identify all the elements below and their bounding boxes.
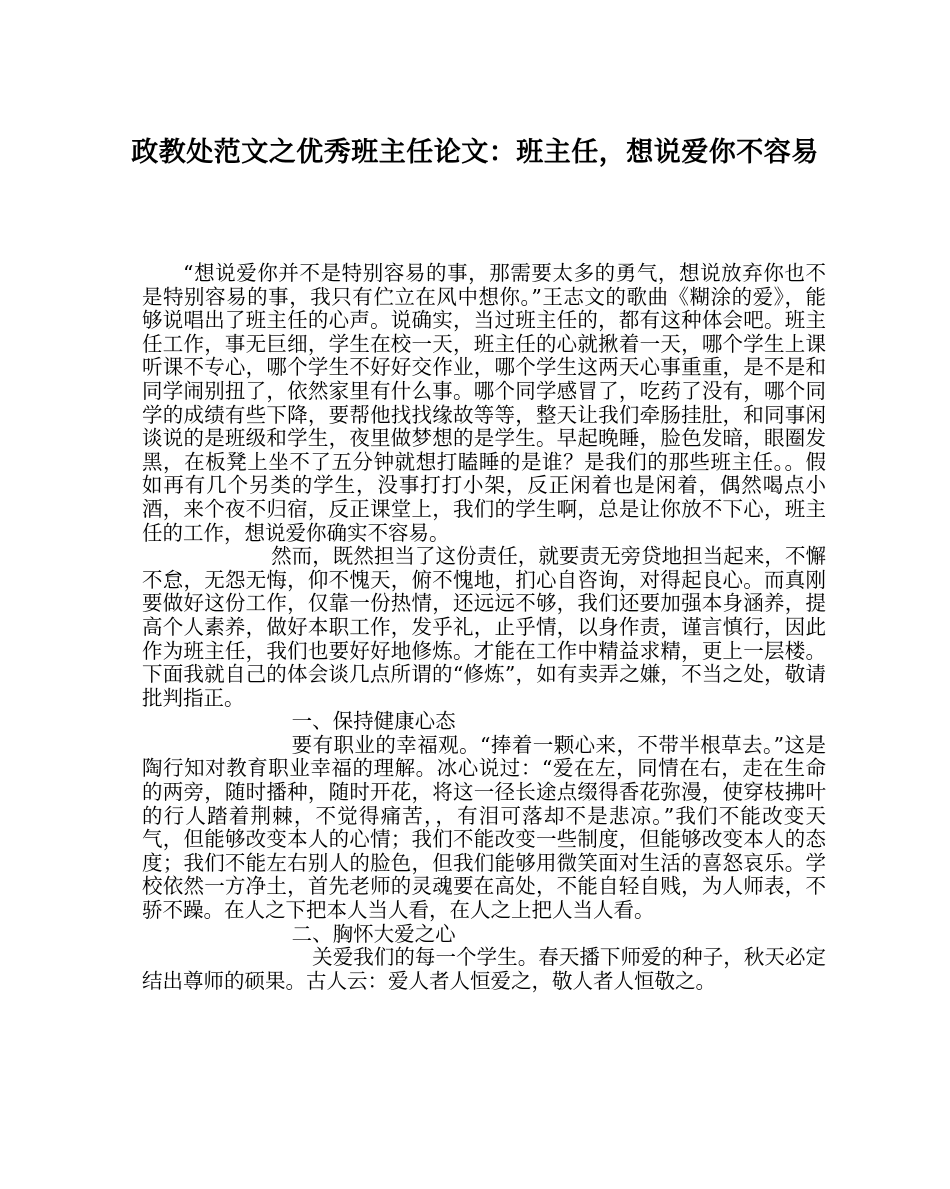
section-heading-great-love: 二、胸怀大爱之心 (291, 921, 456, 946)
section-heading-healthy-mindset: 一、保持健康心态 (291, 709, 456, 734)
paragraph-care-students: 关爱我们的每一个学生。春天播下师爱的种子，秋天必定结出尊师的硕果。古人云：爱人者人恒爱之，敬人者人恒敬之。 (142, 945, 826, 993)
paragraph-intro: “想说爱你并不是特别容易的事，那需要太多的勇气，想说放弃你也不是特别容易的事，我只有伫立在风中想你。”王志文的歌曲《糊涂的爱》，能够说唱出了班主任的心声。说确实，当过班主任的，都有这种体会吧。班主任工作，事无巨细，学生在校一天，班主任的心就揪着一天，哪个学生上课听课不专心，哪个学生不好好交作业，哪个学生这两天心事重重，是不是和同学闹别扭了，依然家里有什么事。哪个同学感冒了，吃药了没有，哪个同学的成绩有些下降，要帮他找找缘故等等，整天让我们牵肠挂肚，和同事闲谈说的是班级和学生，夜里做梦想的是学生。早起晚睡，脸色发暗，眼圈发黑，在板凳上坐不了五分钟就想打瞌睡的是谁？是我们的那些班主任。。假如再有几个另类的学生，没事打打小架，反正闲着也是闲着，偶然喝点小酒，来个夜不归宿，反正课堂上，我们的学生啊，总是让你放不下心，班主任的工作，想说爱你确实不容易。 (142, 261, 826, 545)
document-body (142, 262, 826, 993)
document-title: 政教处范文之优秀班主任论文：班主任，想说爱你不容易 (131, 137, 819, 168)
paragraph-responsibility: 然而，既然担当了这份责任，就要责无旁贷地担当起来，不懈不怠，无怨无悔，仰不愧天，俯不愧地，扪心自咨询，对得起良心。而真刚要做好这份工作，仅靠一份热情，还远远不够，我们还要加强本身涵养，提高个人素养，做好本职工作，发乎礼，止乎情，以身作责，谨言慎行，因此作为班主任，我们也要好好地修炼。才能在工作中精益求精，更上一层楼。下面我就自己的体会谈几点所谓的“修炼”，如有卖弄之嫌，不当之处，敬请批判指正。 (142, 544, 826, 710)
paragraph-happiness: 要有职业的幸福观。“捧着一颗心来，不带半根草去。”这是陶行知对教育职业幸福的理解。冰心说过：“爱在左，同情在右，走在生命的两旁，随时播种，随时开花，将这一径长途点缀得香花弥漫，使穿枝拂叶的行人踏着荆棘，不觉得痛苦，，有泪可落却不是悲凉。”我们不能改变天气，但能够改变本人的心情；我们不能改变一些制度，但能够改变本人的态度；我们不能左右别人的脸色，但我们能够用微笑面对生活的喜怒哀乐。学校依然一方净土，首先老师的灵魂要在高处，不能自轻自贱，为人师表，不骄不躁。在人之下把本人当人看，在人之上把人当人看。 (142, 732, 826, 923)
